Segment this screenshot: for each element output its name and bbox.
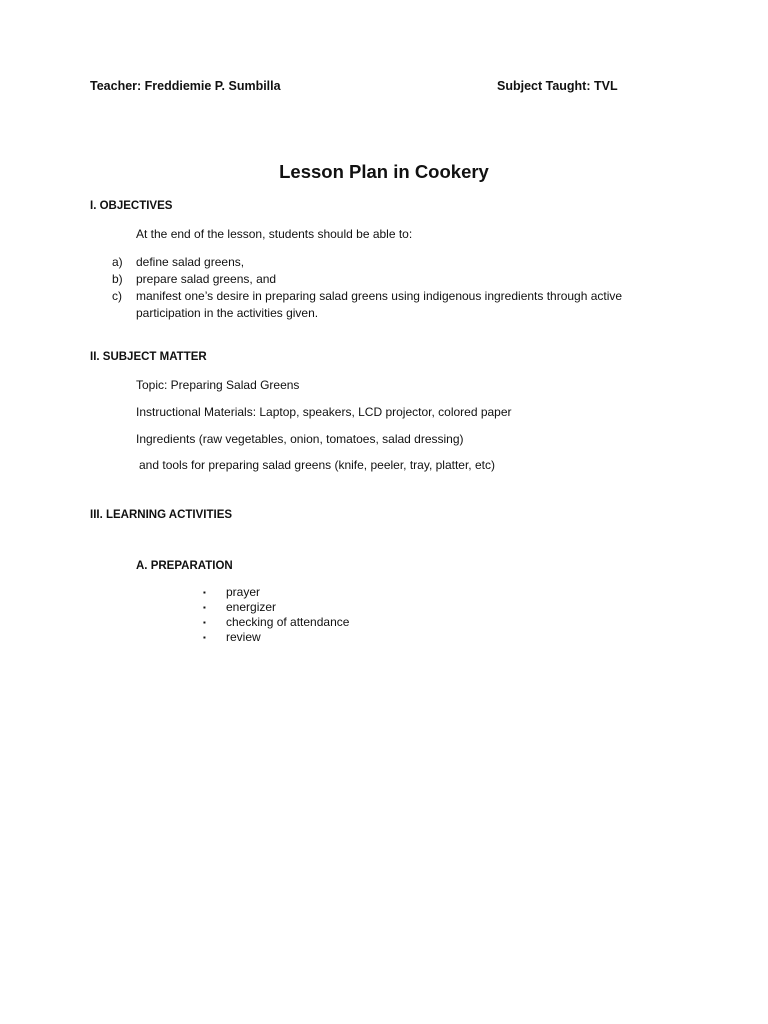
materials-line: Instructional Materials: Laptop, speakers, LCD projector, colored paper [136, 405, 512, 419]
objective-item-continuation: participation in the activities given. [136, 306, 319, 320]
bullet-icon: ▪ [203, 588, 206, 597]
teacher-name: Teacher: Freddiemie P. Sumbilla [90, 79, 281, 93]
preparation-item: prayer [226, 585, 261, 599]
learning-activities-heading: III. LEARNING ACTIVITIES [90, 509, 233, 521]
objective-letter: b) [112, 272, 123, 286]
objective-letter: c) [112, 289, 122, 303]
objective-item: prepare salad greens, and [136, 272, 277, 286]
subject-matter-heading: II. SUBJECT MATTER [90, 351, 207, 363]
bullet-icon: ▪ [203, 618, 206, 627]
tools-line: and tools for preparing salad greens (knife, peeler, tray, platter, etc) [139, 458, 495, 472]
objectives-intro: At the end of the lesson, students should be able to: [136, 227, 413, 241]
subject-taught: Subject Taught: TVL [497, 79, 618, 93]
preparation-item: checking of attendance [226, 615, 350, 629]
preparation-heading: A. PREPARATION [136, 560, 233, 572]
objective-item: define salad greens, [136, 255, 245, 269]
bullet-icon: ▪ [203, 603, 206, 612]
preparation-item: review [226, 630, 261, 644]
preparation-item: energizer [226, 600, 277, 614]
page-title: Lesson Plan in Cookery [279, 161, 489, 182]
objective-item: manifest one’s desire in preparing salad greens using indigenous ingredients through active [136, 289, 623, 303]
objective-letter: a) [112, 255, 123, 269]
topic-line: Topic: Preparing Salad Greens [136, 378, 300, 392]
ingredients-line: Ingredients (raw vegetables, onion, tomatoes, salad dressing) [136, 432, 464, 446]
bullet-icon: ▪ [203, 633, 206, 642]
objectives-heading: I. OBJECTIVES [90, 200, 173, 212]
